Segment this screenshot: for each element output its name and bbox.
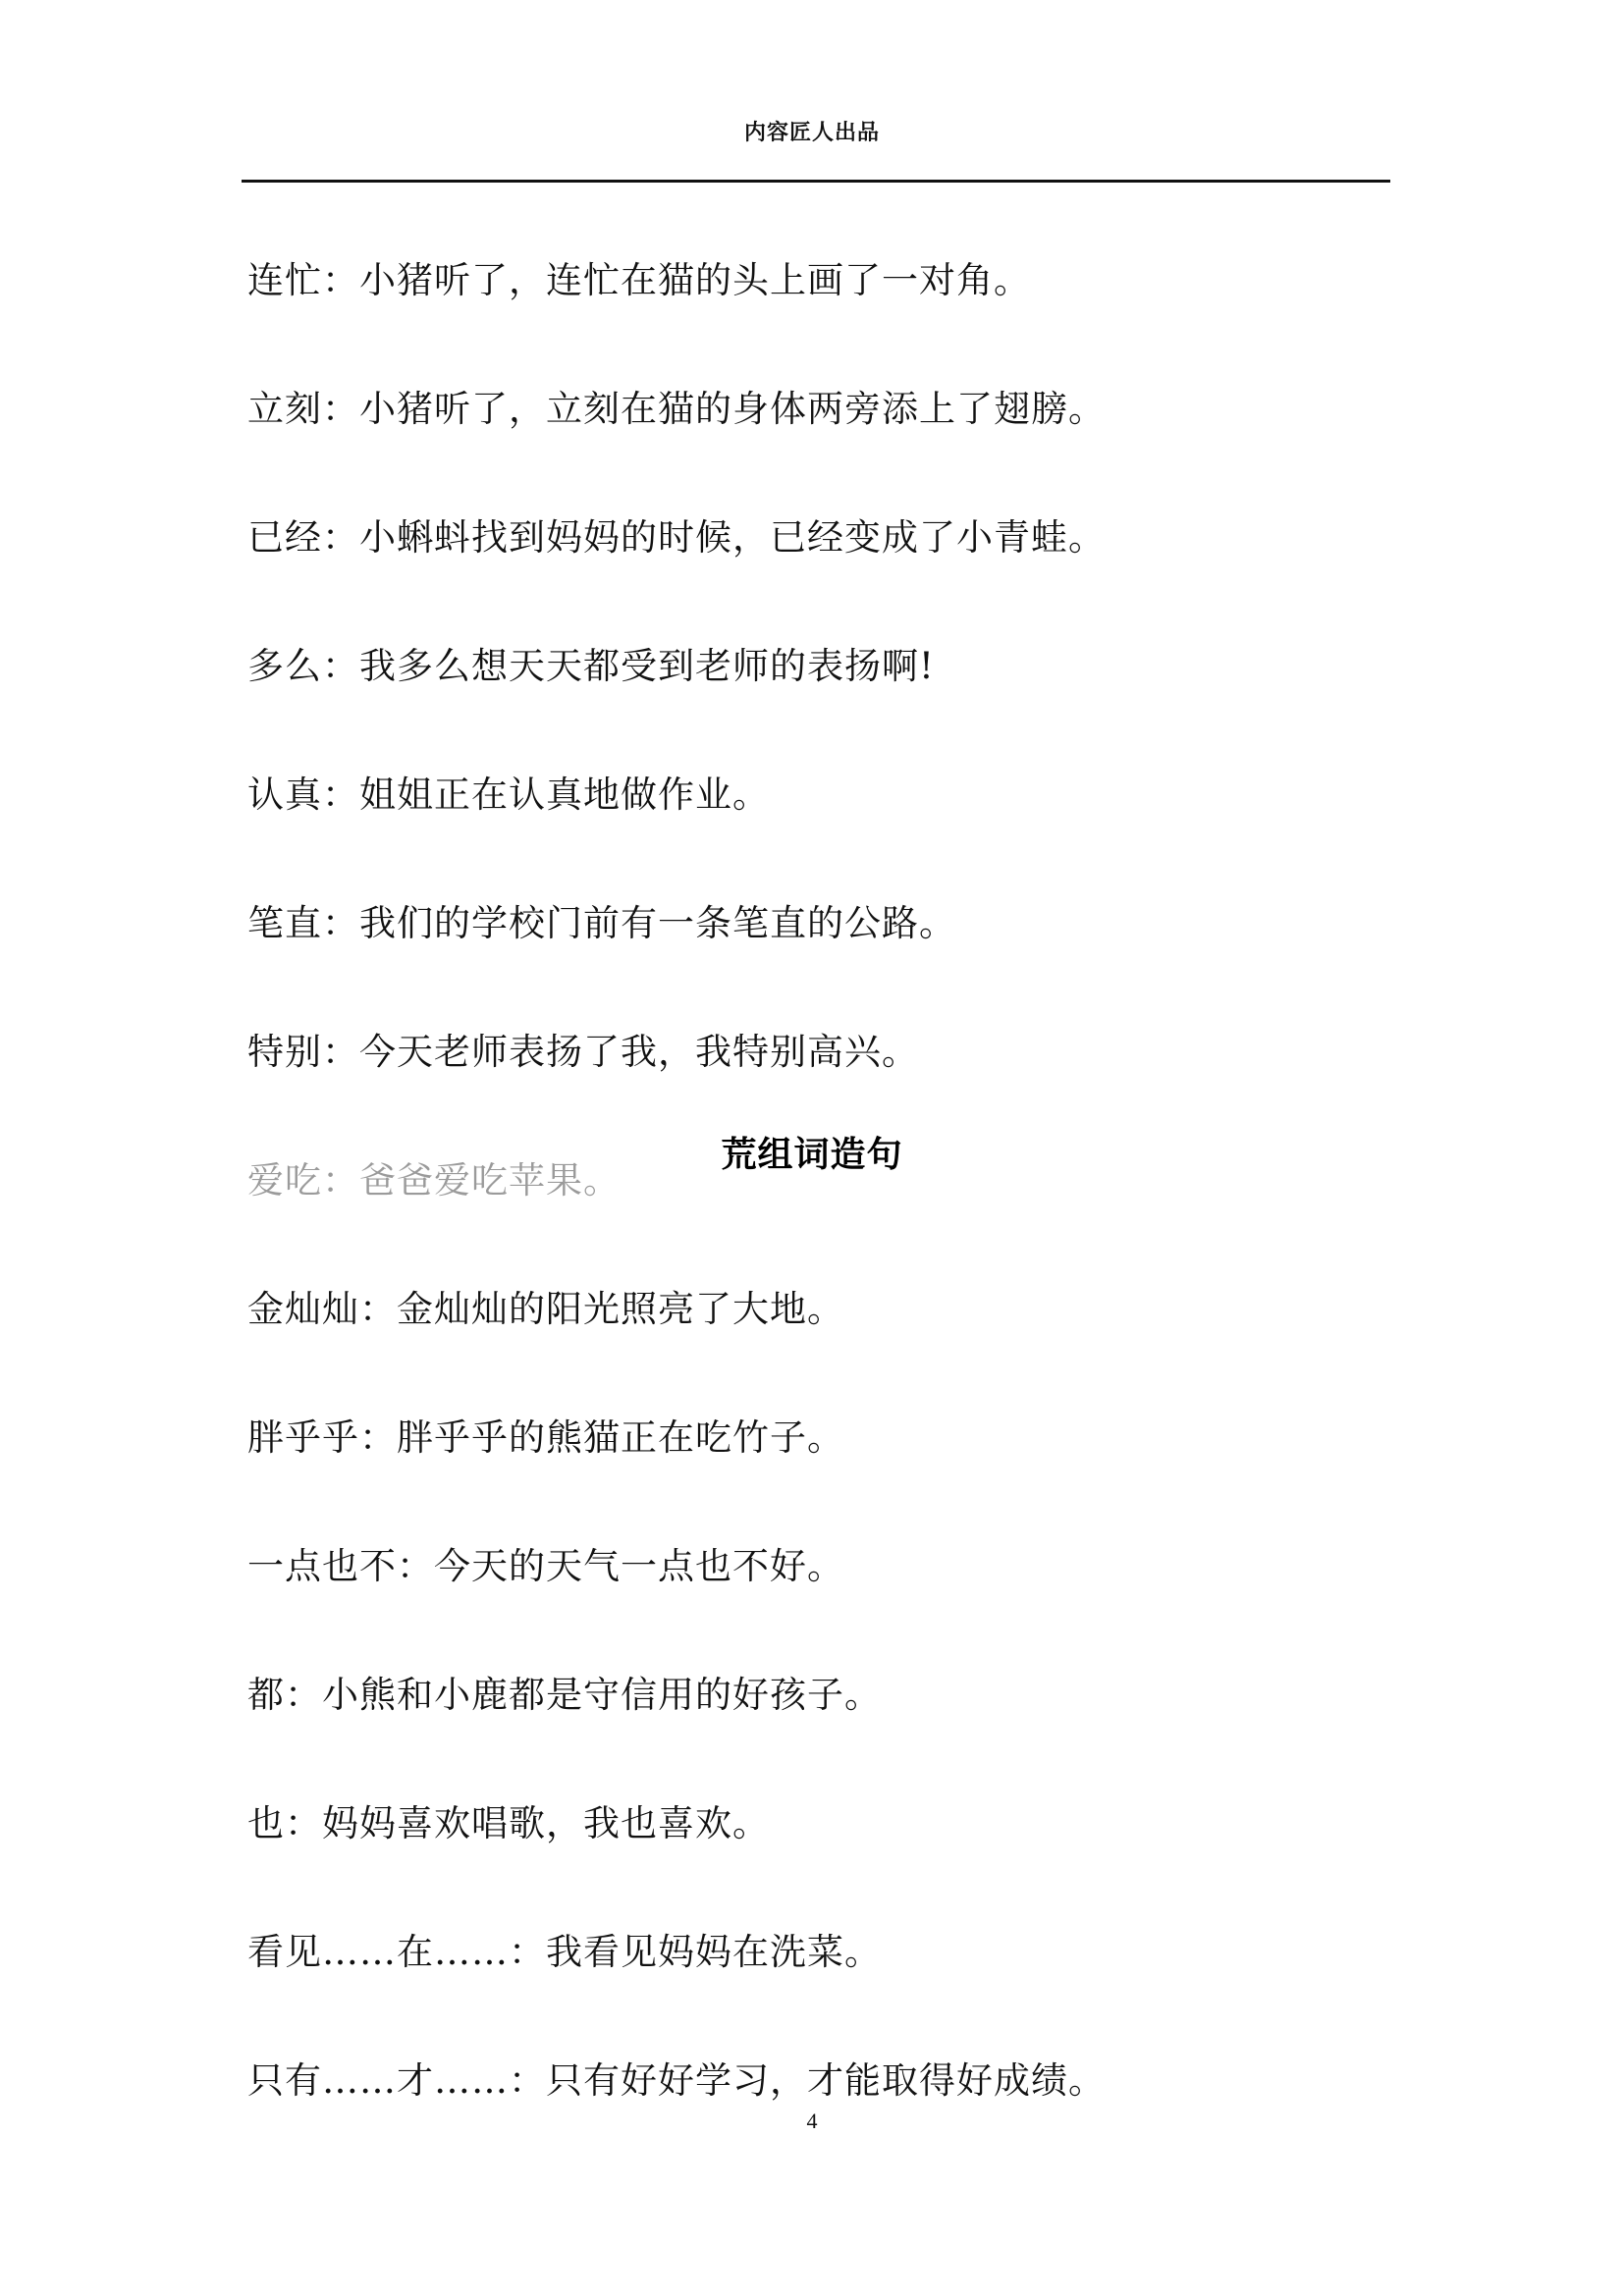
sentence-line: 笔直：我们的学校门前有一条笔直的公路。 — [247, 902, 956, 944]
sentence-line: 连忙：小猪听了，连忙在猫的头上画了一对角。 — [247, 259, 1031, 301]
sentence-line: 金灿灿：金灿灿的阳光照亮了大地。 — [247, 1288, 844, 1330]
sentence-line: 已经：小蝌蚪找到妈妈的时候，已经变成了小青蛙。 — [247, 516, 1106, 559]
sentence-line: 认真：姐姐正在认真地做作业。 — [247, 774, 770, 816]
sentence-line-faded: 爱吃：爸爸爱吃苹果。 — [247, 1159, 621, 1201]
sentence-line: 立刻：小猪听了，立刻在猫的身体两旁添上了翅膀。 — [247, 388, 1106, 430]
sentence-line: 都：小熊和小鹿都是守信用的好孩子。 — [247, 1674, 882, 1716]
sentence-line: 多么：我多么想天天都受到老师的表扬啊! — [247, 645, 935, 687]
sentence-line: 胖乎乎：胖乎乎的熊猫正在吃竹子。 — [247, 1416, 844, 1459]
sentence-line: 一点也不：今天的天气一点也不好。 — [247, 1545, 844, 1587]
sentence-line: 看见……在……：我看见妈妈在洗菜。 — [247, 1931, 882, 1973]
overlay-title: 荒组词造句 — [721, 1135, 903, 1175]
sentence-line: 也：妈妈喜欢唱歌，我也喜欢。 — [247, 1802, 770, 1844]
sentence-line: 特别：今天老师表扬了我，我特别高兴。 — [247, 1031, 919, 1073]
header-title: 内容匠人出品 — [743, 121, 880, 145]
sentence-line: 只有……才……：只有好好学习，才能取得好成绩。 — [247, 2059, 1106, 2102]
page-number: 4 — [806, 2109, 818, 2133]
header-rule — [242, 180, 1390, 183]
